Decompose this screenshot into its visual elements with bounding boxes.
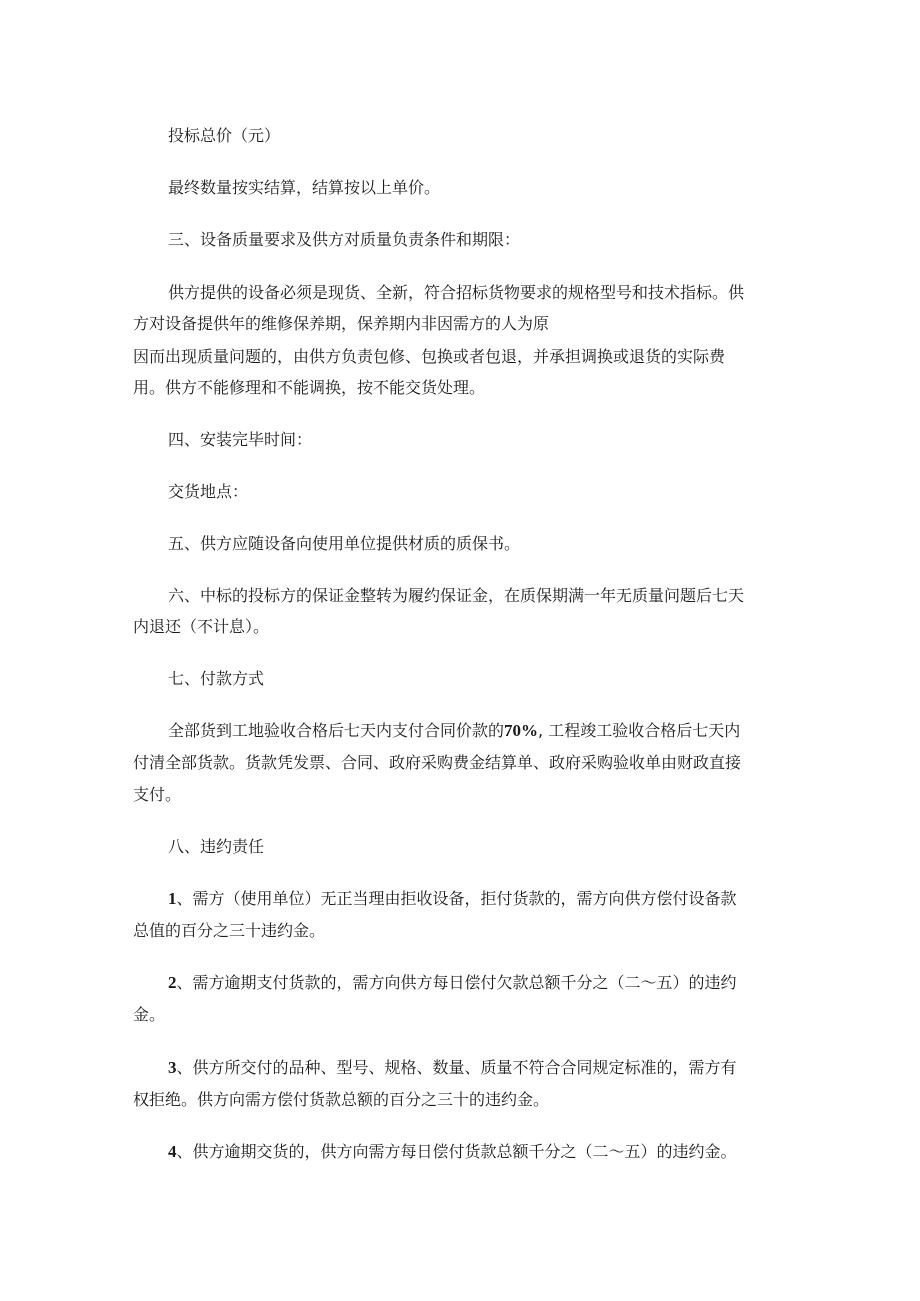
heading-section-5: 五、供方应随设备向使用单位提供材质的质保书。 [168, 534, 521, 553]
para-deposit-line-1: 六、中标的投标方的保证金整转为履约保证金，在质保期满一年无质量问题后七天 [168, 586, 745, 605]
line-bid-total: 投标总价（元） [168, 126, 281, 145]
payment-text-a: 全部货到工地验收合格后七天内支付合同价款的 [168, 721, 505, 740]
heading-section-3: 三、设备质量要求及供方对质量负责条件和期限： [168, 230, 521, 249]
para-deposit-line-2: 内退还（不计息）。 [133, 617, 270, 636]
clause-1-line-2: 总值的百分之三十违约金。 [133, 921, 326, 940]
clause-1-line-1 [168, 889, 828, 909]
clause-1-number: 1 [168, 889, 177, 908]
heading-section-8: 八、违约责任 [168, 837, 265, 856]
line-delivery-location: 交货地点： [168, 482, 249, 501]
clause-1-text: 、需方（使用单位）无正当理由拒收设备，拒付货款的，需方向供方偿付设备款 [176, 889, 737, 908]
clause-3-line-1 [168, 1058, 828, 1078]
clause-2-text: 、需方逾期支付货款的，需方向供方每日偿付欠款总额千分之（二～五）的违约 [176, 973, 737, 992]
clause-4-text: 、供方逾期交货的，供方向需方每日偿付货款总额千分之（二～五）的违约金。 [176, 1142, 737, 1161]
clause-2-number: 2 [168, 973, 177, 992]
clause-3-text: 、供方所交付的品种、型号、规格、数量、质量不符合合同规定标准的，需方有 [176, 1058, 737, 1077]
para-payment-line-2: 付清全部货款。货款凭发票、合同、政府采购费金结算单、政府采购验收单由财政直接 [133, 753, 742, 772]
clause-2-line-2: 金。 [133, 1005, 166, 1024]
line-quantity-settlement: 最终数量按实结算，结算按以上单价。 [168, 178, 441, 197]
para-quality-line-4: 用。供方不能修理和不能调换，按不能交货处理。 [133, 378, 486, 397]
payment-text-b: , 工程竣工验收合格后七天内 [538, 721, 741, 740]
para-quality-line-1: 供方提供的设备必须是现货、全新，符合招标货物要求的规格型号和技术指标。供 [168, 283, 745, 302]
clause-2-line-1 [168, 973, 828, 993]
payment-percent: 70% [504, 721, 539, 740]
heading-section-4: 四、安装完毕时间： [168, 430, 313, 449]
para-quality-line-2: 方对设备提供年的维修保养期，保养期内非因需方的人为原 [133, 314, 550, 333]
para-payment-line-1 [168, 721, 828, 741]
clause-4-line-1 [168, 1142, 828, 1162]
clause-3-number: 3 [168, 1058, 177, 1077]
para-quality-line-3: 因而出现质量问题的，由供方负责包修、包换或者包退，并承担调换或退货的实际费 [133, 347, 726, 366]
clause-3-line-2: 权拒绝。供方向需方偿付货款总额的百分之三十的违约金。 [133, 1090, 550, 1109]
heading-section-7: 七、付款方式 [168, 669, 265, 688]
para-payment-line-3: 支付。 [133, 785, 182, 804]
clause-4-number: 4 [168, 1142, 177, 1161]
